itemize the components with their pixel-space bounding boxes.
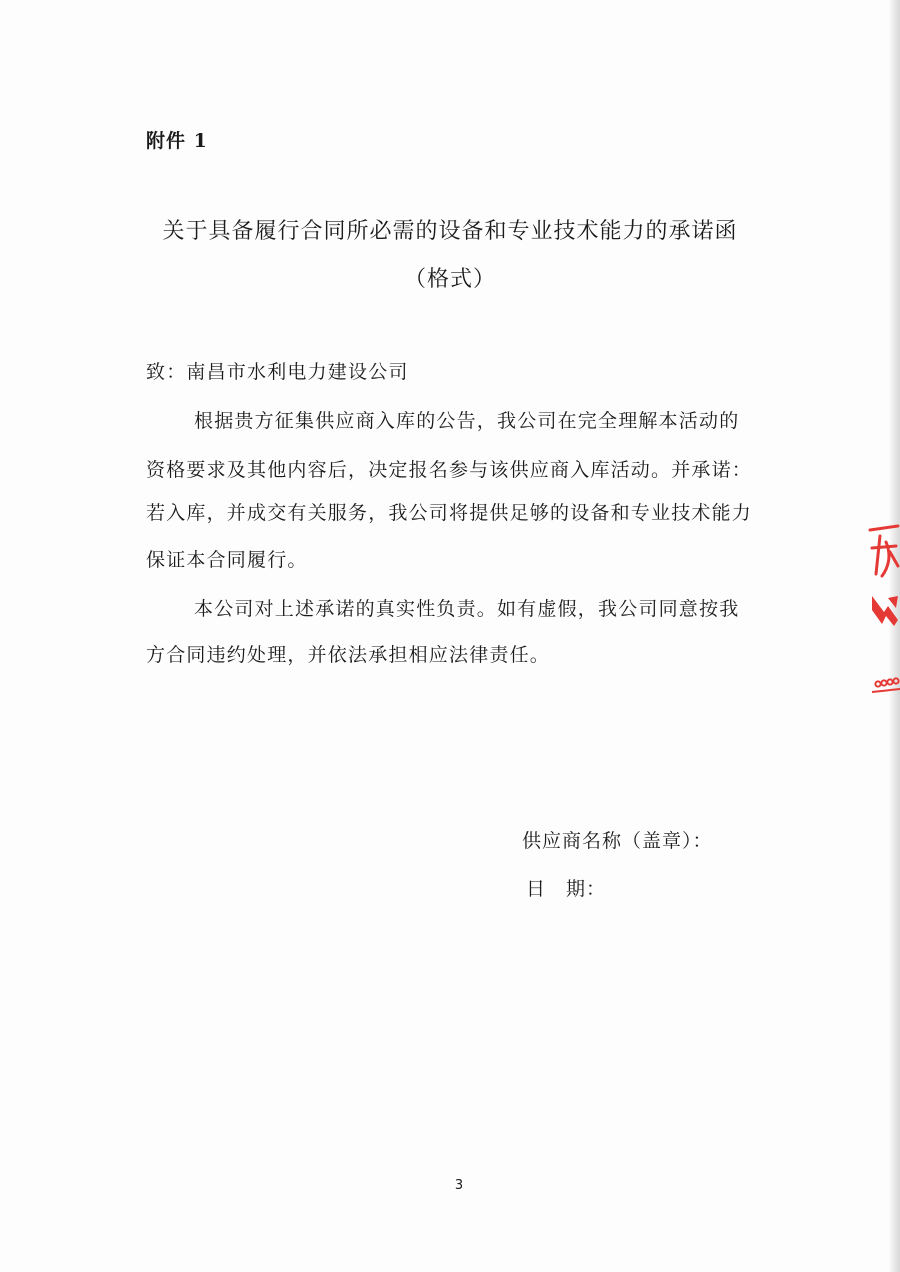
page-number: 3 (454, 1178, 464, 1193)
body-paragraph-2-line-1: 本公司对上述承诺的真实性负责。如有虚假，我公司同意按我 (194, 598, 740, 620)
document-title: 关于具备履行合同所必需的设备和专业技术能力的承诺函 (162, 219, 738, 244)
body-paragraph-1-line-1: 根据贵方征集供应商入库的公告，我公司在完全理解本活动的 (194, 410, 740, 432)
body-paragraph-1-line-2: 资格要求及其他内容后，决定报名参与该供应商入库活动。并承诺： (146, 459, 753, 481)
body-paragraph-2-line-2: 方合同违约处理，并依法承担相应法律责任。 (146, 644, 551, 666)
document-title-format: （格式） (403, 267, 496, 292)
recipient-line: 致：南昌市水利电力建设公司 (146, 361, 409, 383)
partial-seal-stamp (858, 516, 900, 706)
supplier-name-label: 供应商名称（盖章）： (522, 830, 713, 852)
body-paragraph-1-line-3: 若入库，并成交有关服务，我公司将提供足够的设备和专业技术能力 (146, 502, 753, 524)
attachment-label: 附件 1 (146, 130, 208, 152)
body-paragraph-1-line-4: 保证本合同履行。 (146, 549, 308, 571)
date-label: 日 期： (526, 878, 607, 900)
